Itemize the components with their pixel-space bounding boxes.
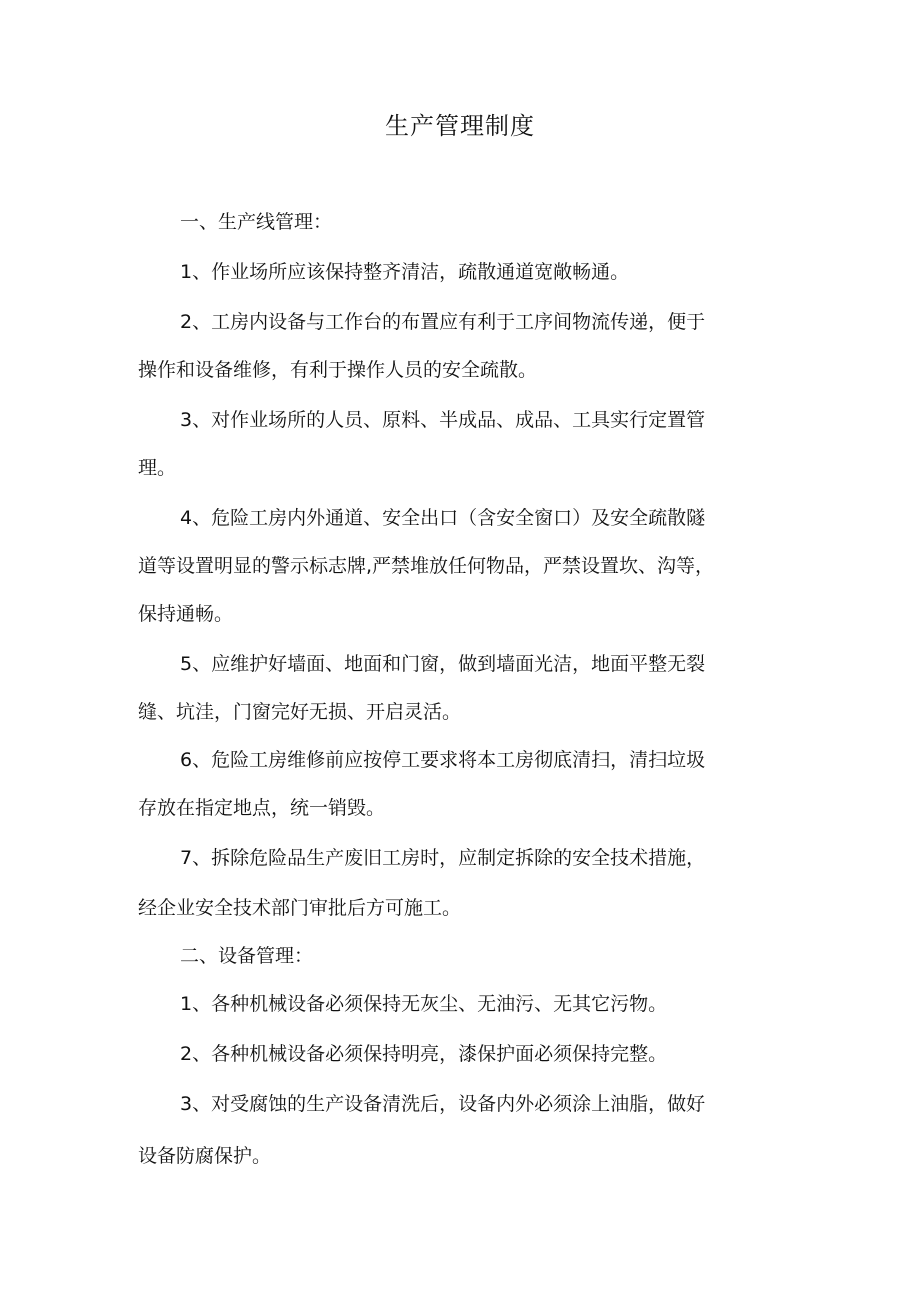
section1-item2-line2: 操作和设备维修，有利于操作人员的安全疏散。 [138, 359, 538, 381]
section1-item7-line1: 7、拆除危险品生产废旧工房时，应制定拆除的安全技术措施， [180, 847, 706, 869]
section2-heading: 二、设备管理： [180, 945, 314, 967]
section1-item6-line2: 存放在指定地点，统一销毁。 [138, 797, 386, 819]
section1-item4-line3: 保持通畅。 [138, 603, 234, 625]
section1-heading: 一、生产线管理： [180, 211, 333, 233]
section2-item1: 1、各种机械设备必须保持无灰尘、无油污、无其它污物。 [180, 993, 668, 1015]
section1-item1: 1、作业场所应该保持整齐清洁，疏散通道宽敞畅通。 [180, 261, 630, 283]
section1-item4-line2: 道等设置明显的警示标志牌,严禁堆放任何物品，严禁设置坎、沟等， [138, 555, 715, 577]
section1-item6-line1: 6、危险工房维修前应按停工要求将本工房彻底清扫，清扫垃圾 [180, 749, 706, 771]
section1-item3-line2: 理。 [138, 457, 177, 479]
section2-item3-line1: 3、对受腐蚀的生产设备清洗后，设备内外必须涂上油脂，做好 [180, 1093, 706, 1115]
section1-item5-line2: 缝、坑洼，门窗完好无损、开启灵活。 [138, 701, 462, 723]
document-title: 生产管理制度 [385, 112, 535, 140]
section2-item3-line2: 设备防腐保护。 [138, 1145, 272, 1167]
section1-item5-line1: 5、应维护好墙面、地面和门窗，做到墙面光洁，地面平整无裂 [180, 653, 706, 675]
section1-item7-line2: 经企业安全技术部门审批后方可施工。 [138, 897, 462, 919]
section1-item2-line1: 2、工房内设备与工作台的布置应有利于工序间物流传递，便于 [180, 311, 706, 333]
section1-item4-line1: 4、危险工房内外通道、安全出口（含安全窗口）及安全疏散隧 [180, 507, 706, 529]
section2-item2: 2、各种机械设备必须保持明亮，漆保护面必须保持完整。 [180, 1043, 668, 1065]
section1-item3-line1: 3、对作业场所的人员、原料、半成品、成品、工具实行定置管 [180, 409, 706, 431]
